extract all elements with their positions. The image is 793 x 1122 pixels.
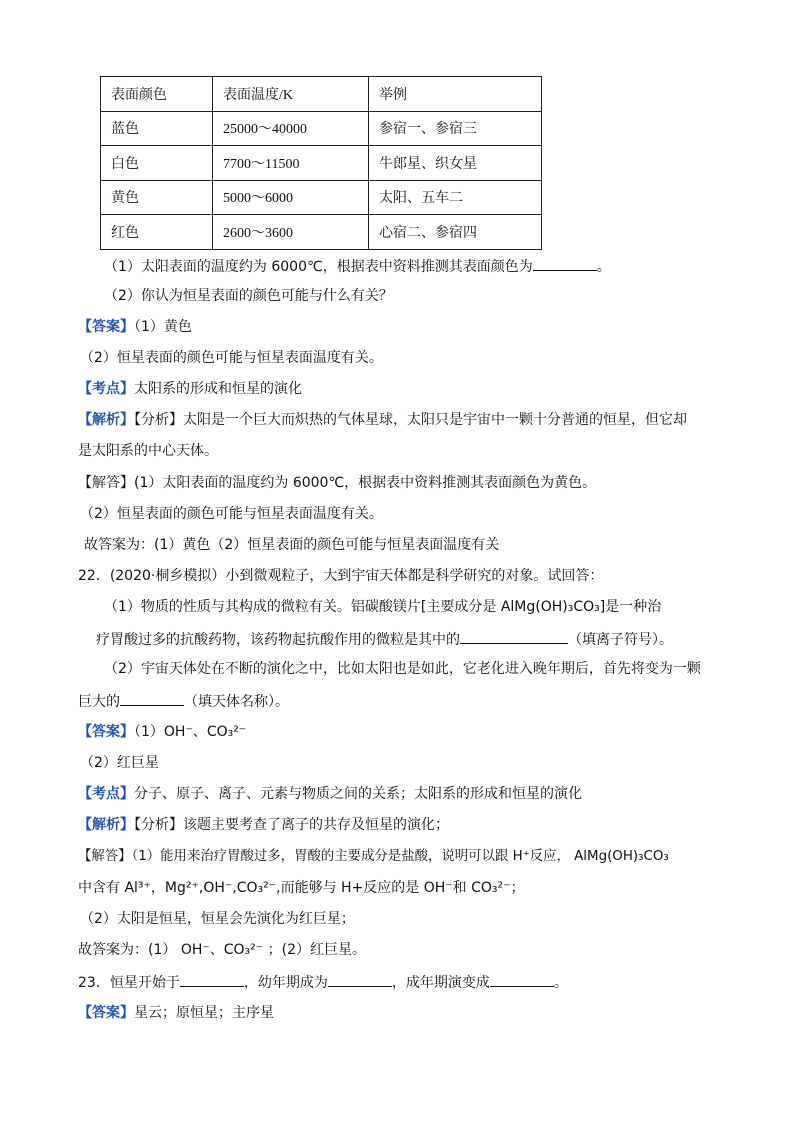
q21-fenxi: 【分析】太阳是一个巨大而炽热的气体星球，太阳只是宇宙中一颗十分普通的恒星，但它却 <box>134 412 687 428</box>
table-cell: 心宿二、参宿四 <box>369 215 542 250</box>
kaodian-tag: 【考点】 <box>78 786 134 802</box>
table-cell: 牛郎星、织女星 <box>369 146 542 181</box>
q21-fenxi2: 是太阳系的中心天体。 <box>78 443 218 459</box>
q22-p2b-end: （填天体名称）。 <box>184 694 289 710</box>
table-header-row <box>101 77 542 112</box>
table-cell: 白色 <box>101 146 213 181</box>
jiexi-tag: 【解析】 <box>78 817 134 833</box>
q23-stem-a: 23．恒星开始于 <box>78 975 180 991</box>
header-cell: 表面温度/K <box>213 77 369 112</box>
answer-blank[interactable] <box>490 972 554 987</box>
table-cell: 5000～6000 <box>213 180 369 215</box>
table-cell: 蓝色 <box>101 111 213 146</box>
q22-answer <box>78 723 246 741</box>
q21-part1-text: （1）太阳表面的温度约为 6000℃，根据表中资料推测其表面颜色为 <box>104 259 533 275</box>
q22-p2b <box>78 691 289 711</box>
table-row <box>101 146 542 181</box>
q22-jiexi <box>78 816 449 834</box>
table-cell: 红色 <box>101 215 213 250</box>
table-row <box>101 111 542 146</box>
table-cell: 7700～11500 <box>213 146 369 181</box>
table-cell: 太阳、五车二 <box>369 180 542 215</box>
q21-part1 <box>104 256 611 276</box>
q22-jieda1: 【解答】（1）能用来治疗胃酸过多，胃酸的主要成分是盐酸，说明可以跟 H⁺反应， AlMg(OH)₃CO₃ <box>78 849 669 864</box>
answer-tag: 【答案】 <box>78 1005 134 1021</box>
q22-answer2: （2）红巨星 <box>80 755 159 771</box>
q22-p1b-end: （填离子符号）。 <box>568 632 673 648</box>
q22-p2a: （2）宇宙天体处在不断的演化之中，比如太阳也是如此，它老化进入晚年期后，首先将变为一颗 <box>104 661 701 677</box>
q22-jieda3: （2）太阳是恒星，恒星会先演化为红巨星； <box>80 911 355 927</box>
answer-blank[interactable] <box>328 972 392 987</box>
answer-blank[interactable] <box>533 256 597 271</box>
q22-fenxi: 【分析】该题主要考查了离子的共存及恒星的演化； <box>134 817 449 833</box>
q22-p1b <box>96 629 673 649</box>
header-cell: 举例 <box>369 77 542 112</box>
q21-jieda1: 【解答】(1）太阳表面的温度约为 6000℃，根据表中资料推测其表面颜色为黄色。 <box>78 475 597 491</box>
table-cell: 25000～40000 <box>213 111 369 146</box>
q21-kaodian-text: 太阳系的形成和恒星的演化 <box>134 381 302 397</box>
answer-blank[interactable] <box>120 691 184 706</box>
q21-final: 故答案为：(1）黄色（2）恒星表面的颜色可能与恒星表面温度有关 <box>84 537 500 553</box>
q23-answer-text: 星云；原恒星；主序星 <box>134 1005 274 1021</box>
q22-kaodian-text: 分子、原子、离子、元素与物质之间的关系；太阳系的形成和恒星的演化 <box>134 786 582 802</box>
q23-stem-b: ，幼年期成为 <box>243 975 328 991</box>
answer-blank[interactable] <box>180 972 244 987</box>
q23-answer <box>78 1004 274 1022</box>
q22-p1a: （1）物质的性质与其构成的微粒有关。铝碳酸镁片[主要成分是 AlMg(OH)₃CO₃]是一种治 <box>104 599 662 615</box>
star-color-table <box>100 76 542 250</box>
table-row <box>101 180 542 215</box>
answer-tag: 【答案】 <box>78 319 134 335</box>
jiexi-tag: 【解析】 <box>78 412 134 428</box>
q22-final: 故答案为：(1） OH⁻、CO₃²⁻ ；(2）红巨星。 <box>78 942 366 958</box>
q21-part1-end: 。 <box>596 259 611 275</box>
answer-blank[interactable] <box>460 629 568 644</box>
q21-answer2: （2）恒星表面的颜色可能与恒星表面温度有关。 <box>80 350 383 366</box>
q22-p1b-text: 疗胃酸过多的抗酸药物，该药物起抗酸作用的微粒是其中的 <box>96 632 460 648</box>
q22-jieda2: 中含有 Al³⁺，Mg²⁺,OH⁻,CO₃²⁻,而能够与 H+反应的是 OH⁻和 CO₃²⁻； <box>78 880 525 896</box>
q22-stem: 22．(2020·桐乡模拟）小到微观粒子，大到宇宙天体都是科学研究的对象。试回答： <box>78 568 604 584</box>
q23-stem <box>78 972 568 992</box>
q21-jieda2: （2）恒星表面的颜色可能与恒星表面温度有关。 <box>80 506 383 522</box>
table-cell: 参宿一、参宿三 <box>369 111 542 146</box>
q22-kaodian <box>78 785 582 803</box>
q23-stem-c: ，成年期演变成 <box>391 975 490 991</box>
q21-kaodian <box>78 380 302 398</box>
q21-answer <box>78 318 192 336</box>
answer-tag: 【答案】 <box>78 724 134 740</box>
q23-stem-d: 。 <box>553 975 568 991</box>
q22-answer1: （1）OH⁻、CO₃²⁻ <box>134 724 247 740</box>
q21-part2: （2）你认为恒星表面的颜色可能与什么有关？ <box>104 288 393 304</box>
kaodian-tag: 【考点】 <box>78 381 134 397</box>
q22-p2b-text: 巨大的 <box>78 694 120 710</box>
q21-jiexi <box>78 411 687 429</box>
header-cell: 表面颜色 <box>101 77 213 112</box>
table-row <box>101 215 542 250</box>
table-cell: 2600～3600 <box>213 215 369 250</box>
q21-answer1: （1）黄色 <box>134 319 192 335</box>
table-cell: 黄色 <box>101 180 213 215</box>
